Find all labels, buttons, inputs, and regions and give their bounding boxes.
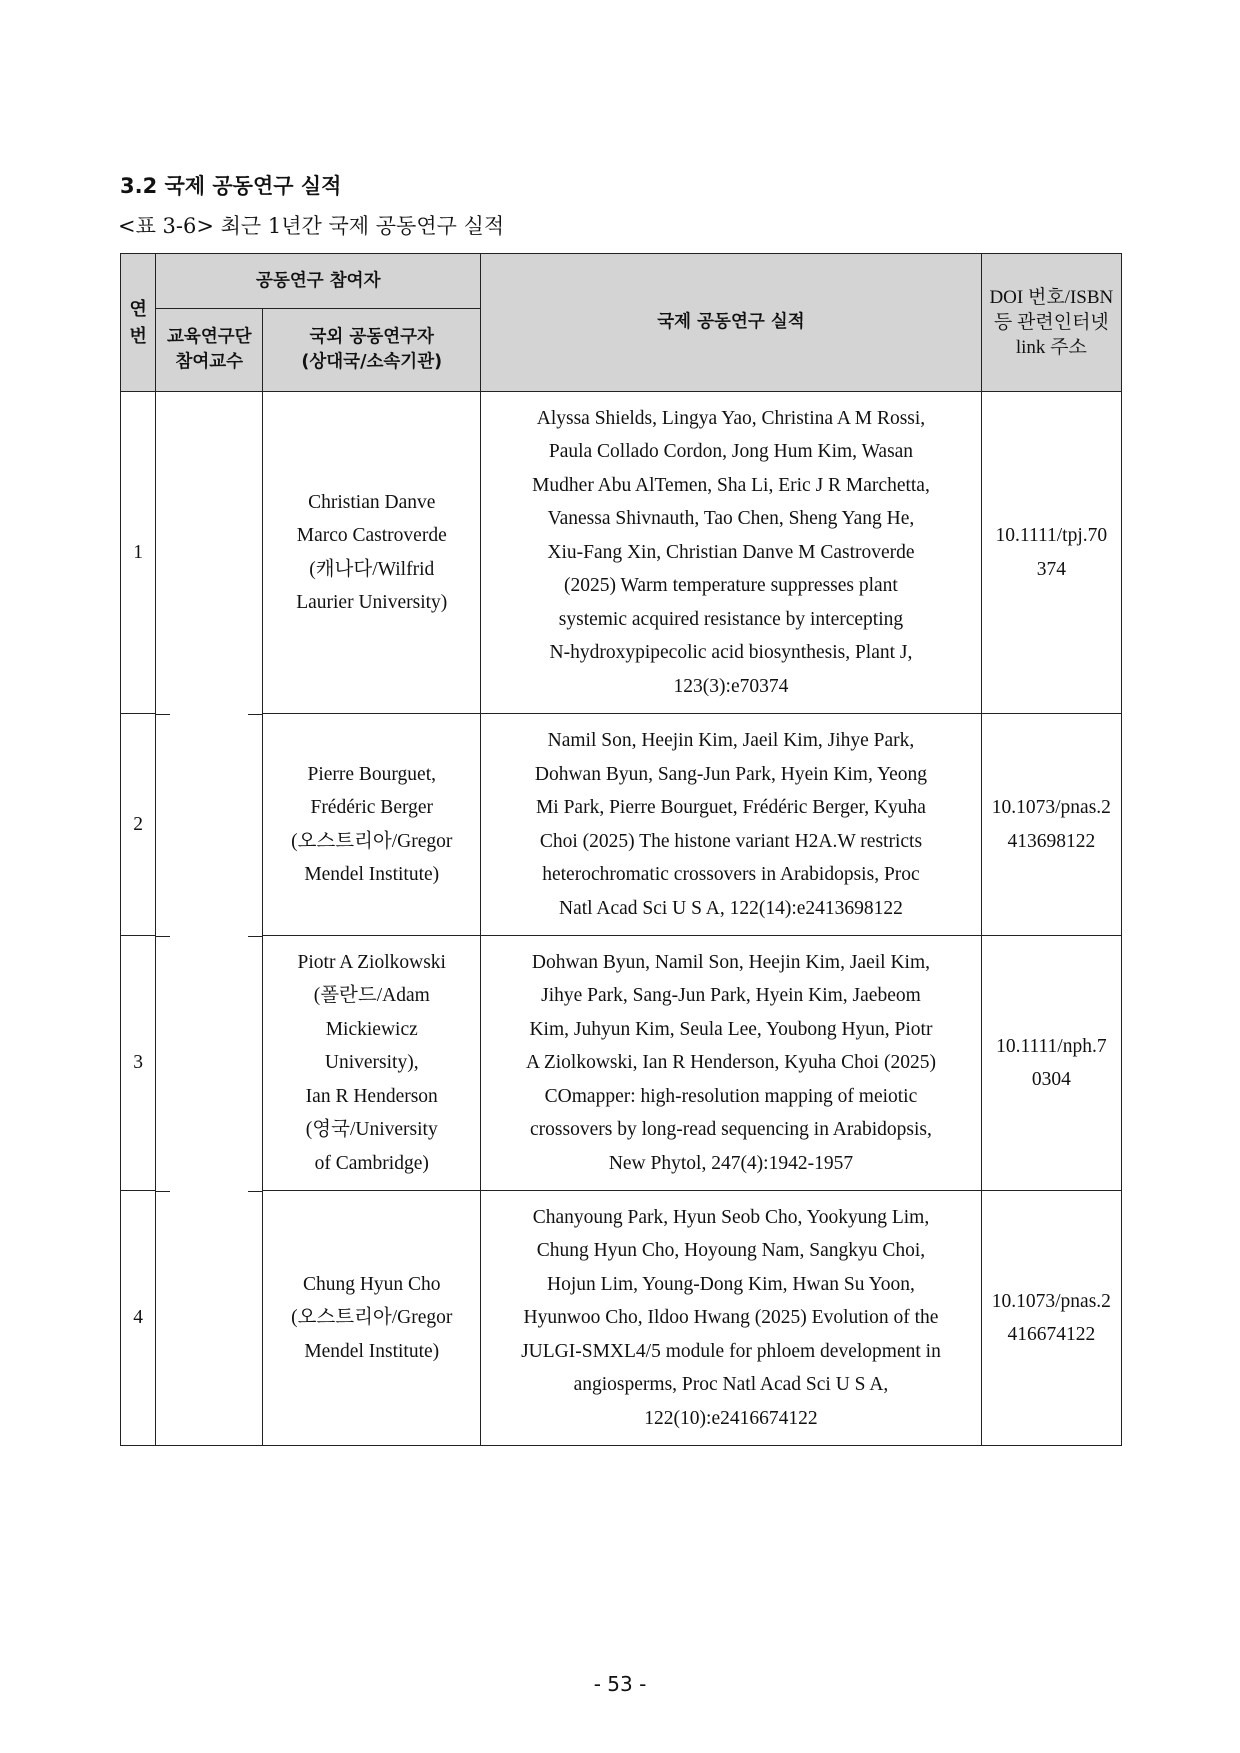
row-faculty bbox=[156, 392, 263, 714]
section-title: 3.2 국제 공동연구 실적 bbox=[120, 174, 342, 198]
row-result: Chanyoung Park, Hyun Seob Cho, Yookyung Lim, Chung Hyun Cho, Hoyoung Nam, Sangkyu Choi, Hojun Lim, Young-Dong Kim, Hwan Su Yoon, Hyunwoo Cho, Ildoo Hwang (2025) Evolution of the JULGI-SMXL4/5 module for phloem development in angiosperms, Proc Natl Acad Sci U S A, 122(10):e2416674122 bbox=[481, 1191, 981, 1446]
row-doi: 10.1073/pnas.2 413698122 bbox=[981, 714, 1121, 936]
row-faculty bbox=[156, 936, 263, 1191]
row-seq: 4 bbox=[121, 1191, 156, 1446]
row-doi: 10.1111/tpj.70 374 bbox=[981, 392, 1121, 714]
row-foreign: Chung Hyun Cho (오스트리아/Gregor Mendel Institute) bbox=[263, 1191, 481, 1446]
table-row bbox=[121, 936, 1122, 1191]
row-doi: 10.1111/nph.7 0304 bbox=[981, 936, 1121, 1191]
row-seq: 2 bbox=[121, 714, 156, 936]
row-seq: 1 bbox=[121, 392, 156, 714]
row-foreign: Christian Danve Marco Castroverde (캐나다/Wilfrid Laurier University) bbox=[263, 392, 481, 714]
row-foreign: Piotr A Ziolkowski (폴란드/Adam Mickiewicz University), Ian R Henderson (영국/University of Cambridge) bbox=[263, 936, 481, 1191]
table-row bbox=[121, 1191, 1122, 1446]
row-result: Alyssa Shields, Lingya Yao, Christina A M Rossi, Paula Collado Cordon, Jong Hum Kim, Wasan Mudher Abu AlTemen, Sha Li, Eric J R Marchetta, Vanessa Shivnauth, Tao Chen, Sheng Yang He, Xiu-Fang Xin, Christian Danve M Castroverde (2025) Warm temperature suppresses plant systemic acquired resistance by intercepting N-hydroxypipecolic acid biosynthesis, Plant J, 123(3):e70374 bbox=[481, 392, 981, 714]
row-result: Dohwan Byun, Namil Son, Heejin Kim, Jaeil Kim, Jihye Park, Sang-Jun Park, Hyein Kim, Jaebeom Kim, Juhyun Kim, Seula Lee, Youbong Hyun, Piotr A Ziolkowski, Ian R Henderson, Kyuha Choi (2025) COmapper: high-resolution mapping of meiotic crossovers by long-read sequencing in Arabidopsis, New Phytol, 247(4):1942-1957 bbox=[481, 936, 981, 1191]
page-number: - 53 - bbox=[593, 1672, 647, 1696]
table-row bbox=[121, 714, 1122, 936]
collaboration-table bbox=[120, 253, 1122, 1446]
row-faculty bbox=[156, 714, 263, 936]
header-doi: DOI 번호/ISBN 등 관련인터넷 link 주소 bbox=[981, 254, 1121, 392]
row-foreign: Pierre Bourguet, Frédéric Berger (오스트리아/Gregor Mendel Institute) bbox=[263, 714, 481, 936]
header-foreign: 국외 공동연구자 (상대국/소속기관) bbox=[263, 309, 481, 392]
row-doi: 10.1073/pnas.2 416674122 bbox=[981, 1191, 1121, 1446]
header-result: 국제 공동연구 실적 bbox=[481, 254, 981, 392]
row-faculty bbox=[156, 1191, 263, 1446]
row-result: Namil Son, Heejin Kim, Jaeil Kim, Jihye Park, Dohwan Byun, Sang-Jun Park, Hyein Kim, Yeong Mi Park, Pierre Bourguet, Frédéric Berger, Kyuha Choi (2025) The histone variant H2A.W restricts heterochromatic crossovers in Arabidopsis, Proc Natl Acad Sci U S A, 122(14):e2413698122 bbox=[481, 714, 981, 936]
table-row bbox=[121, 392, 1122, 714]
header-seq: 연 번 bbox=[121, 254, 156, 392]
table-caption: <표 3-6> 최근 1년간 국제 공동연구 실적 bbox=[118, 214, 505, 238]
header-participants: 공동연구 참여자 bbox=[156, 254, 481, 309]
header-faculty: 교육연구단 참여교수 bbox=[156, 309, 263, 392]
row-seq: 3 bbox=[121, 936, 156, 1191]
